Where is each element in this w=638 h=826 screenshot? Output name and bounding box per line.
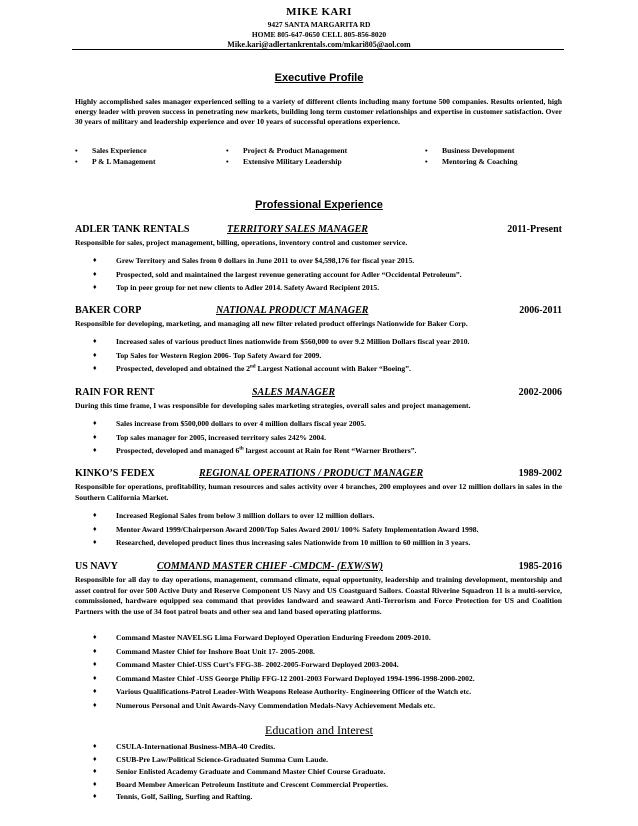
job-bullets [93, 256, 562, 297]
job-dates: 2011-Present [507, 224, 562, 235]
profile-summary: Highly accomplished sales manager experienced selling to a variety of different clients including many fortune 500 companies. Results oriented, high energy leader with proven success in penetrating new markets, building long term customer relationships and expertise in customer satisfaction. Over 30 years of military and leadership experience and over 10 years of successful operations experience. [75, 97, 562, 126]
diamond-bullet-icon: ♦ [93, 660, 97, 668]
bullet-icon: • [226, 146, 229, 155]
job-title: REGIONAL OPERATIONS / PRODUCT MANAGER [199, 468, 424, 479]
bullet-icon: • [75, 146, 78, 155]
diamond-bullet-icon: ♦ [93, 364, 97, 372]
diamond-bullet-icon: ♦ [93, 350, 97, 359]
list-item: ♦ Top sales manager for 2005, increased territory sales 242% 2004. [93, 432, 327, 442]
list-item: ♦ Top in peer group for net new clients to Adler 2014. Safety Award Recipient 2015. [93, 283, 380, 292]
job-header-kinkos [75, 468, 562, 481]
company-name: BAKER CORP [75, 305, 142, 316]
list-item: ♦ Command Master NAVELSG Lima Forward Deployed Operation Enduring Freedom 2009-2010. [93, 633, 431, 642]
job-title: TERRITORY SALES MANAGER [227, 224, 368, 235]
diamond-bullet-icon: ♦ [93, 269, 97, 278]
list-item: ♦ Tennis, Golf, Sailing, Surfing and Rafting. [93, 792, 253, 801]
job-bullets [93, 511, 562, 552]
list-item: ♦ Numerous Personal and Unit Awards-Navy Commendation Medals-Navy Achievement Medals etc. [93, 700, 436, 710]
job-dates: 2006-2011 [519, 305, 562, 316]
list-item: ♦ Command Master Chief -USS George Philip FFG-12 2001-2003 Forward Deployed 1994-1996-1998-2000-2002. [93, 673, 475, 683]
skills-row-1: • Sales Experience • Project & Product Management • Business Development [75, 146, 515, 155]
diamond-bullet-icon: ♦ [93, 633, 97, 641]
job-bullets [93, 419, 562, 460]
email-line: Mike.kari@adlertankrentals.com/mkari805@aol.com [227, 40, 411, 49]
company-name: RAIN FOR RENT [75, 387, 155, 398]
education-bullets [93, 742, 562, 805]
job-description: Responsible for developing, marketing, and managing all new filter related product offerings Nationwide for Baker Corp. [75, 319, 468, 328]
address-line: 9427 SANTA MARGARITA RD [267, 20, 371, 29]
diamond-bullet-icon: ♦ [93, 524, 97, 533]
list-item: ♦ Mentor Award 1999/Chairperson Award 2000/Top Sales Award 2001/ 100% Safety Implementation Award 1998. [93, 524, 479, 534]
education-heading: Education and Interest [265, 723, 373, 737]
company-name: KINKO’S FEDEX [75, 468, 155, 479]
job-header-us-navy [75, 561, 562, 574]
job-bullets [93, 633, 562, 714]
list-item: ♦ Various Qualifications-Patrol Leader-With Weapons Release Authority- Engineering Officer of the Watch etc. [93, 687, 472, 696]
diamond-bullet-icon: ♦ [93, 687, 97, 695]
diamond-bullet-icon: ♦ [93, 337, 97, 345]
diamond-bullet-icon: ♦ [93, 256, 97, 264]
list-item: ♦ Board Member American Petroleum Institute and Crescent Commercial Properties. [93, 779, 388, 789]
job-description: Responsible for sales, project management, billing, operations, inventory control and customer service. [75, 238, 408, 247]
diamond-bullet-icon: ♦ [93, 511, 97, 519]
company-name: US NAVY [75, 561, 118, 572]
list-item: ♦ Command Master Chief-USS Curt’s FFG-38- 2002-2005-Forward Deployed 2003-2004. [93, 660, 399, 669]
job-bullets [93, 337, 562, 378]
diamond-bullet-icon: ♦ [93, 538, 97, 546]
job-title: COMMAND MASTER CHIEF -CMDCM- (EXW/SW) [157, 561, 383, 572]
bullet-icon: • [75, 157, 78, 166]
job-title: SALES MANAGER [252, 387, 336, 398]
job-header-rain-for-rent [75, 387, 562, 400]
job-description: During this time frame, I was responsible for developing sales marketing strategies, overall sales and project management. [75, 401, 471, 410]
list-item: ♦ Sales increase from $500,000 dollars to over 4 million dollars fiscal year 2005. [93, 419, 367, 428]
job-header-baker [75, 305, 562, 318]
job-dates: 1989-2002 [518, 468, 562, 479]
bullet-icon: • [425, 157, 428, 166]
diamond-bullet-icon: ♦ [93, 646, 97, 655]
list-item: ♦ Researched, developed product lines thus increasing sales Nationwide from 10 million to 60 million in 3 years. [93, 538, 471, 547]
company-name: ADLER TANK RENTALS [75, 224, 190, 235]
job-description: Responsible for operations, profitability, human resources and sales activity over 4 branches, 200 employees and over 12 million dollars in sales in the Southern California Market. [75, 482, 562, 502]
diamond-bullet-icon: ♦ [93, 419, 97, 427]
diamond-bullet-icon: ♦ [93, 792, 97, 800]
job-dates: 1985-2016 [518, 561, 562, 572]
job-header-adler [75, 224, 562, 237]
job-dates: 2002-2006 [518, 387, 562, 398]
diamond-bullet-icon: ♦ [93, 673, 97, 682]
list-item: ♦ Command Master Chief for Inshore Boat Unit 17- 2005-2008. [93, 646, 315, 656]
list-item: ♦ Increased sales of various product lines nationwide from $560,000 to over 9.2 Million Dollars fiscal year 2010. [93, 337, 470, 346]
list-item: ♦ CSULA-International Business-MBA-40 Credits. [93, 742, 276, 751]
list-item: ♦ Prospected, developed and obtained the 2nd Largest National account with Baker “Boeing”. [93, 364, 411, 373]
diamond-bullet-icon: ♦ [93, 742, 97, 750]
header-divider [72, 49, 564, 50]
diamond-bullet-icon: ♦ [93, 432, 97, 441]
diamond-bullet-icon: ♦ [93, 700, 97, 709]
list-item: ♦ Increased Regional Sales from below 3 million dollars to over 12 million dollars. [93, 511, 375, 520]
list-item: ♦ Senior Enlisted Academy Graduate and Command Master Chief Course Graduate. [93, 767, 386, 776]
diamond-bullet-icon: ♦ [93, 779, 97, 788]
skills-row-2: • P & L Management • Extensive Military Leadership • Mentoring & Coaching [75, 157, 518, 166]
bullet-icon: • [425, 146, 428, 155]
executive-profile-heading: Executive Profile [274, 72, 364, 84]
candidate-name: MIKE KARI [286, 6, 352, 18]
list-item: ♦ CSUB-Pre Law/Political Science-Graduated Summa Cum Laude. [93, 754, 329, 764]
list-item: ♦ Prospected, sold and maintained the largest revenue generating account for Adler “Occidental Petroleum”. [93, 269, 462, 279]
job-description: Responsible for all day to day operations, management, command climate, equal opportunity, leadership and training development, mentorship and asset control for over 500 Active Duty and Reserve Component US Navy and US Coastguard Sailors. Coastal Riverine Squadron 11 is a multi-service, commissioned, hardware equipped sea command that provides landward and seaward Anti-Terrorism and Force Protection for US and Coalition Partners with the use of 34 foot patrol boats and other sea and land based operating platforms. [75, 575, 562, 616]
diamond-bullet-icon: ♦ [93, 283, 97, 291]
job-title: NATIONAL PRODUCT MANAGER [216, 305, 369, 316]
diamond-bullet-icon: ♦ [93, 754, 97, 763]
list-item: ♦ Top Sales for Western Region 2006- Top Safety Award for 2009. [93, 350, 322, 360]
diamond-bullet-icon: ♦ [93, 446, 97, 454]
phone-line: HOME 805-647-0650 CELL 805-856-8020 [251, 30, 387, 39]
list-item: ♦ Grew Territory and Sales from 0 dollars in June 2011 to over $4,598,176 for fiscal year 2015. [93, 256, 415, 265]
list-item: ♦ Prospected, developed and managed 6th largest account at Rain for Rent “Warner Brothers”. [93, 446, 417, 455]
diamond-bullet-icon: ♦ [93, 767, 97, 775]
bullet-icon: • [226, 157, 229, 166]
professional-experience-heading: Professional Experience [255, 199, 383, 211]
